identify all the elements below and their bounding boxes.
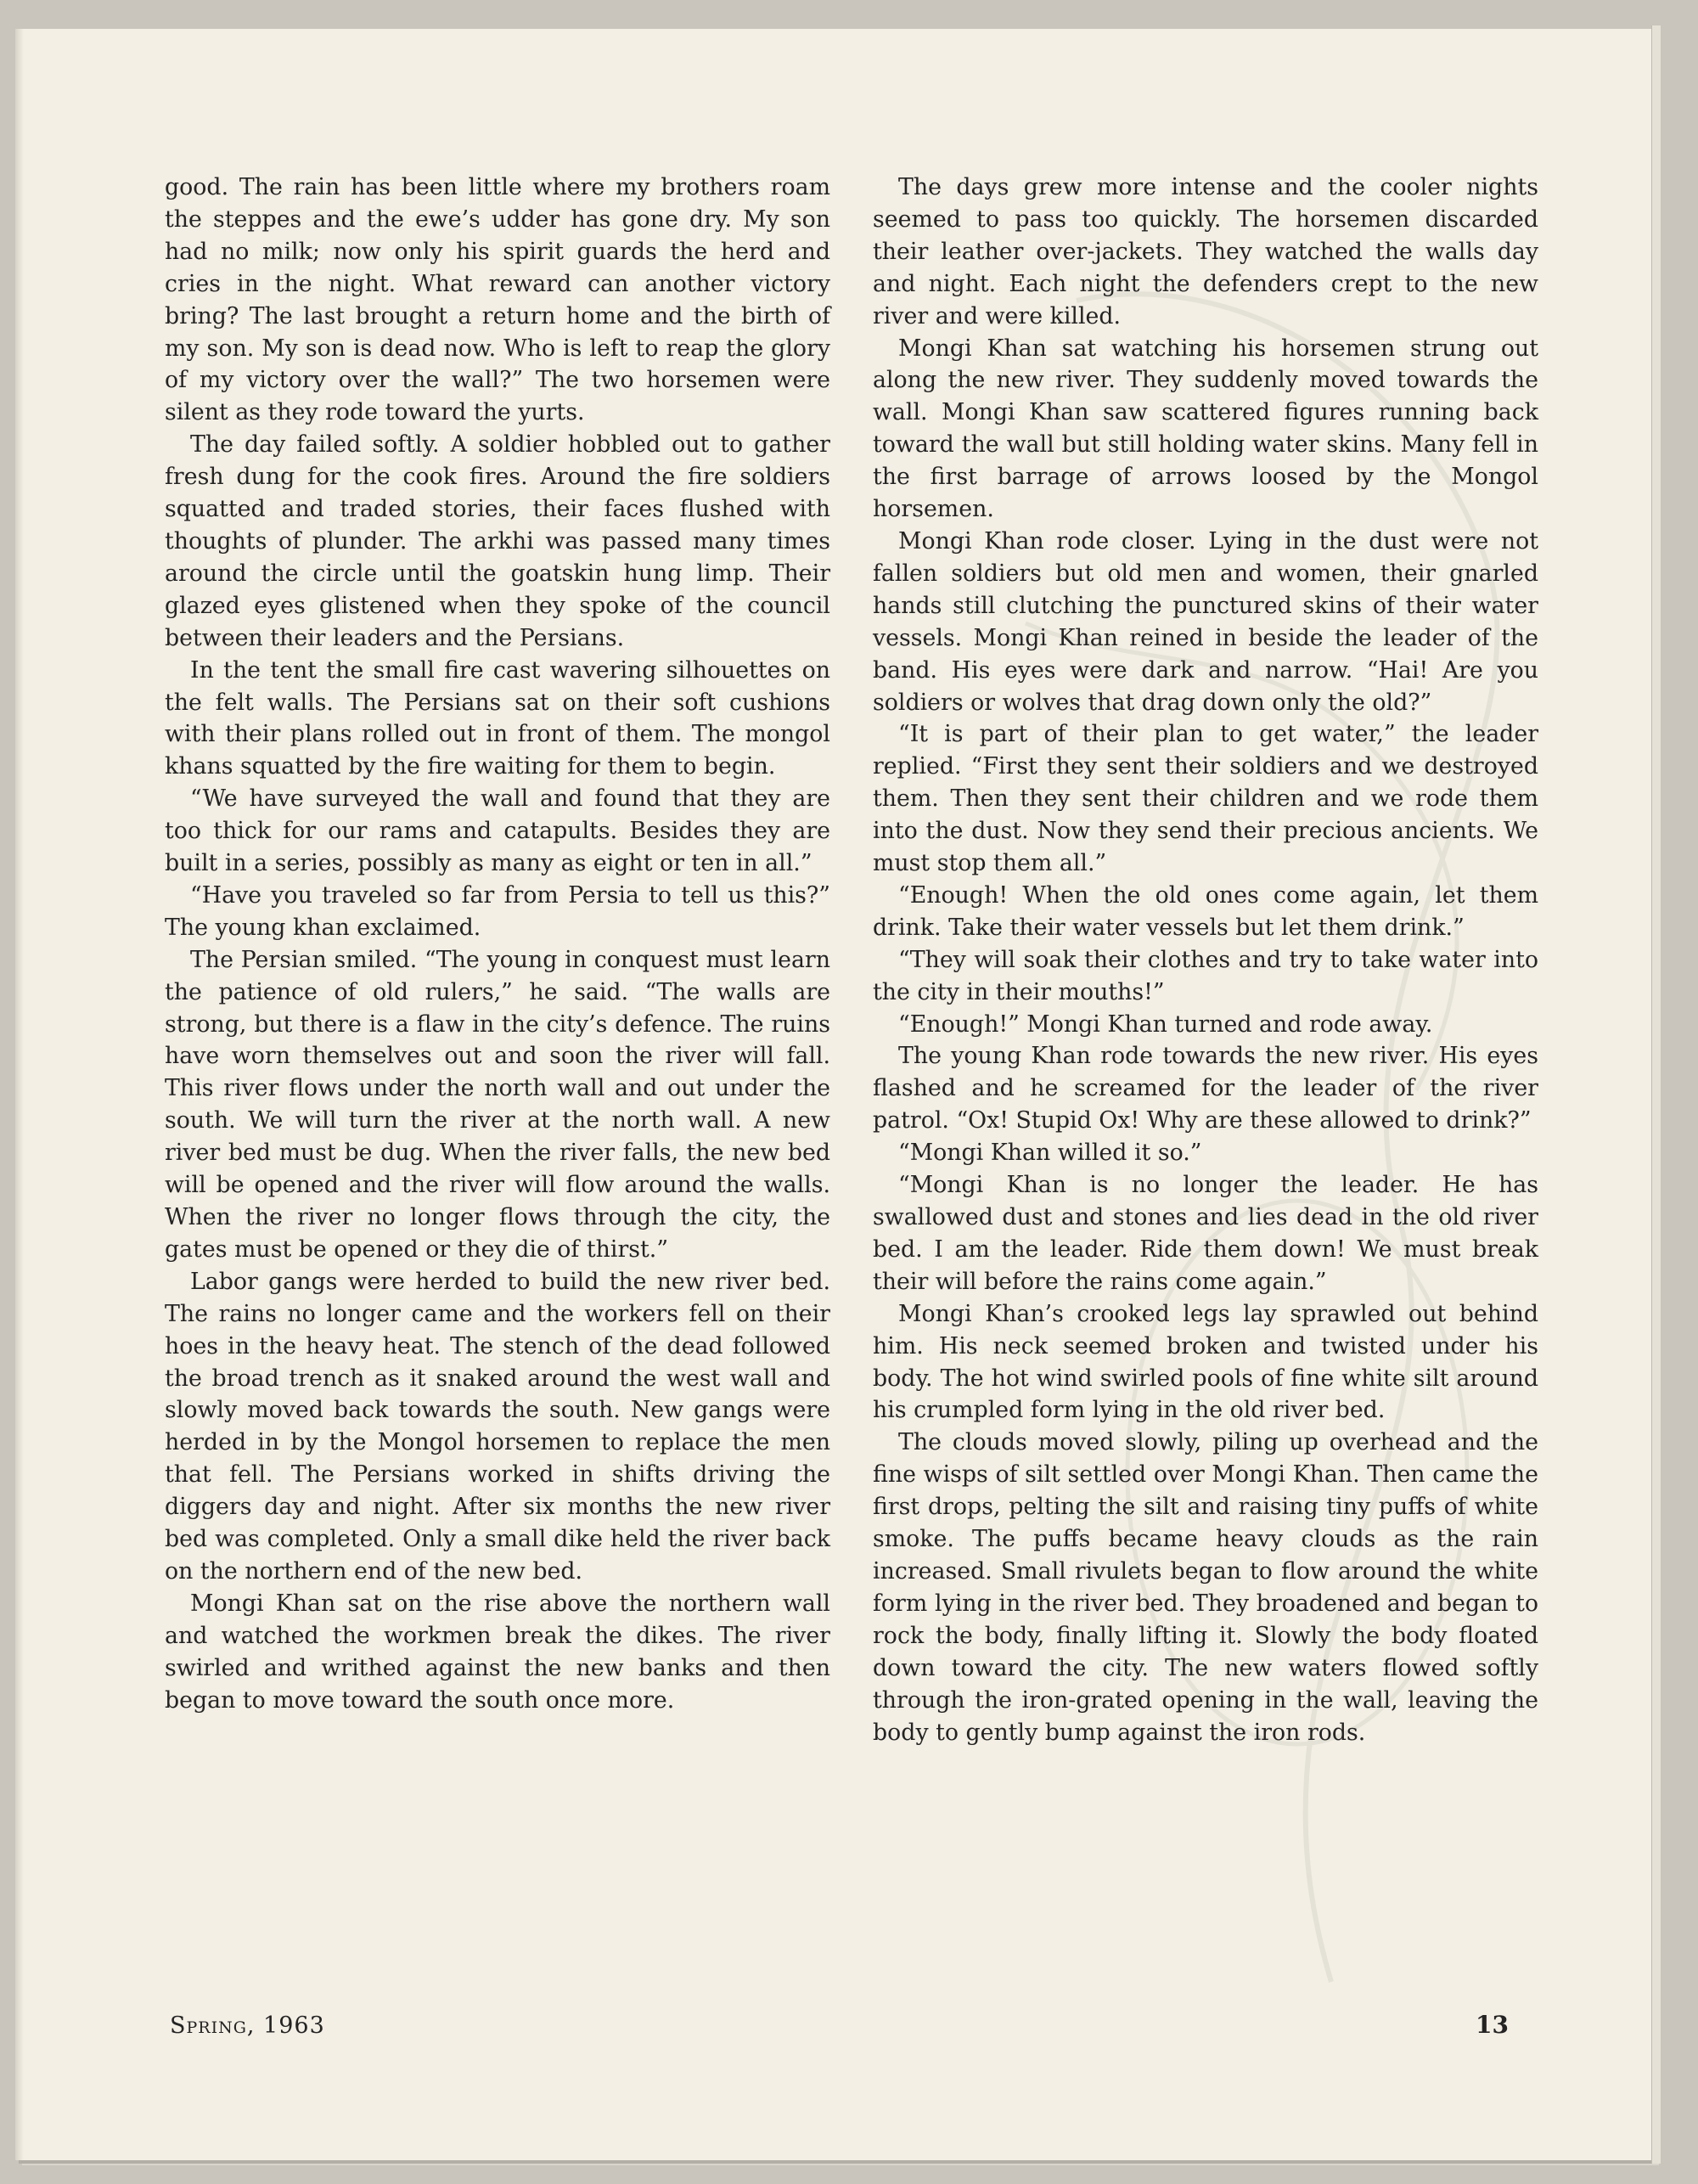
paragraph: “Enough! When the old ones come again, let them drink. Take their water vessels but let them drink.” xyxy=(873,881,1538,941)
paragraph: “Enough!” Mongi Khan turned and rode away. xyxy=(898,1010,1433,1038)
paragraph: “Have you traveled so far from Persia to tell us this?” The young khan exclaimed. xyxy=(165,881,830,941)
paragraph: The day failed softly. A soldier hobbled out to gather fresh dung for the cook fires. Around the fire soldiers squatted and traded stories, their faces flushed with thoughts of plunder. The arkhi was passed many times around the circle until the goatskin hung limp. Their glazed eyes glistened when they spoke of the council between their leaders and the Persians. xyxy=(165,431,830,651)
paragraph: Mongi Khan sat on the rise above the northern wall and watched the workmen break the dikes. The river swirled and writhed against the new banks and then began to move toward the south once more. xyxy=(165,1590,830,1714)
paragraph: Labor gangs were herded to build the new river bed. The rains no longer came and the workers fell on their hoes in the heavy heat. The stench of the dead followed the broad trench as it snaked around the west wall and slowly moved back towards the south. New gangs were herded in by the Mongol horsemen to replace the men that fell. The Persians worked in shifts driving the diggers day and night. After six months the new river bed was completed. Only a small dike held the river back on the northern end of the new bed. xyxy=(165,1268,830,1585)
paragraph: “Mongi Khan is no longer the leader. He has swallowed dust and stones and lies dead in the old river bed. I am the leader. Ride them down! We must break their will before the rains come again.” xyxy=(873,1172,1538,1295)
page-edge xyxy=(1651,25,1661,2164)
right-text-column xyxy=(873,172,1538,1748)
paragraph: The days grew more intense and the cooler nights seemed to pass too quickly. The horsemen discarded their leather over-jackets. They watched the walls day and night. Each night the defenders crept to the new river and were killed. xyxy=(873,174,1538,329)
paragraph: Mongi Khan rode closer. Lying in the dust were not fallen soldiers but old men and women, their gnarled hands still clutching the punctured skins of their water vessels. Mongi Khan reined in beside the leader of the band. His eyes were dark and narrow. “Hai! Are you soldiers or wolves that drag down only the old?” xyxy=(873,527,1538,716)
paragraph: Mongi Khan sat watching his horsemen strung out along the new river. They suddenly moved towards the wall. Mongi Khan saw scattered figures running back toward the wall but still holding water skins. Many fell in the first barrage of arrows loosed by the Mongol horsemen. xyxy=(873,335,1538,523)
paragraph: In the tent the small fire cast wavering silhouettes on the felt walls. The Persians sat on their soft cushions with their plans rolled out in front of them. The mongol khans squatted by the fire waiting for them to begin. xyxy=(165,656,830,780)
paragraph: “We have surveyed the wall and found that they are too thick for our rams and catapults. Besides they are built in a series, possibly as many as eight or ten in all.” xyxy=(165,785,830,877)
issue-date: Spring, 1963 xyxy=(170,2012,325,2039)
paragraph: good. The rain has been little where my brothers roam the steppes and the ewe’s udder has gone dry. My son had no milk; now only his spirit guards the herd and cries in the night. What reward can another victory bring? The last brought a return home and the birth of my son. My son is dead now. Who is left to reap the glory of my victory over the wall?” The two horsemen were silent as they rode toward the yurts. xyxy=(165,174,830,426)
paragraph: Mongi Khan’s crooked legs lay sprawled out behind him. His neck seemed broken and twisted under his body. The hot wind swirled pools of fine white silt around his crumpled form lying in the old river bed. xyxy=(873,1300,1538,1424)
page-number: 13 xyxy=(1476,2011,1509,2039)
paragraph: The clouds moved slowly, piling up overhead and the fine wisps of silt settled over Mongi Khan. Then came the first drops, pelting the silt and raising tiny puffs of white smoke. The puffs became heavy clouds as the rain increased. Small rivulets began to flow around the white form lying in the river bed. They broadened and began to rock the body, finally lifting it. Slowly the body floated down toward the city. The new waters flowed softly through the iron-grated opening in the wall, leaving the body to gently bump against the iron rods. xyxy=(873,1429,1538,1746)
left-text-column xyxy=(165,172,830,1717)
paragraph: “It is part of their plan to get water,” the leader replied. “First they sent their soldiers and we destroyed them. Then they sent their children and we rode them into the dust. Now they send their precious ancients. We must stop them all.” xyxy=(873,721,1538,877)
paragraph: The young Khan rode towards the new river. His eyes flashed and he screamed for the leader of the river patrol. “Ox! Stupid Ox! Why are these allowed to drink?” xyxy=(873,1043,1538,1134)
magazine-page xyxy=(15,29,1652,2160)
page-spine-shadow xyxy=(15,29,24,2160)
paragraph: “Mongi Khan willed it so.” xyxy=(898,1140,1202,1167)
paragraph: “They will soak their clothes and try to take water into the city in their mouths!” xyxy=(873,946,1538,1005)
paragraph: The Persian smiled. “The young in conquest must learn the patience of old rulers,” he said. “The walls are strong, but there is a flaw in the city’s defence. The ruins have worn themselves out and soon the river will fall. This river flows under the north wall and out under the south. We will turn the river at the north wall. A new river bed must be dug. When the river falls, the new bed will be opened and the river will flow around the walls. When the river no longer flows through the city, the gates must be opened or they die of thirst.” xyxy=(165,946,830,1263)
